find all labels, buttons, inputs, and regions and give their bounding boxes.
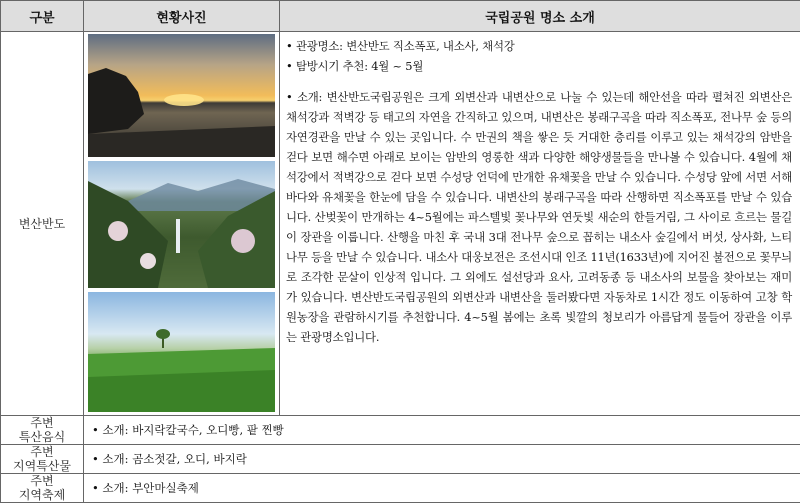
header-introduction: 국립공원 명소 소개 bbox=[280, 1, 800, 32]
bullet-icon: • bbox=[286, 39, 293, 53]
header-category: 구분 bbox=[1, 1, 84, 32]
header-row bbox=[1, 1, 800, 32]
main-row bbox=[1, 32, 800, 416]
description-paragraph: • 소개: 변산반도국립공원은 크게 외변산과 내변산으로 나눌 수 있는데 해안선을 따라 펼쳐진 외변산은 채석강과 적벽강 등 태고의 자연을 간직하고 있으며, 내변산은 봉래구곡을 따라 직소폭포, 전나무 숲 등의 자연경관을 만날 수 있는 곳입니다. 수 만권의 책을 쌓은 듯 거대한 층리를 이루고 있는 채석강의 암반을 걷다 보면 해수면 아래로 보이는 암반의 영롱한 색과 다양한 해양생물들을 만나볼 수 있습니다. 4월에 채석강에서 적벽강으로 걷다 보면 수성당 언덕에 만개한 유채꽃을 만날 수 있습니다. 수성당 앞에 서면 서해바다와 유채꽃을 한눈에 담을 수 있습니다. 내변산의 봉래구곡을 따라 산행하면 직소폭포를 만날 수 있습니다. 산벚꽃이 만개하는 4~5월에는 파스텔빛 꽃나무와 연둣빛 새순의 한들거림, 그 사이로 흐르는 물길이 장관을 이룹니다. 산행을 마친 후 국내 3대 전나무 숲으로 꼽히는 내소사 숲길에서 버섯, 상사화, 느티나무 등을 만날 수 있습니다. 내소사 대웅보전은 조선시대 인조 11년(1633년)에 지어진 불전으로 꽃무늬로 조각한 문살이 인상적 입니다. 그 외에도 설선당과 요사, 고려동종 등 내소사의 보물을 찾아보는 재미가 있습니다. 변산반도국립공원의 외변산과 내변산을 둘러봤다면 자동차로 1시간 정도 이동하여 고창 학원농장을 관람하시기를 추천합니다. 4~5월 봄에는 초록 빛깔의 청보리가 아름답게 물들어 장관을 이루는 관광명소입니다. bbox=[286, 87, 792, 347]
specialty-food-label: 주변 특산음식 bbox=[1, 416, 84, 445]
sunset-photo bbox=[88, 34, 275, 158]
local-festival-label: 주변 지역축제 bbox=[1, 474, 84, 503]
local-products-label: 주변 지역특산물 bbox=[1, 445, 84, 474]
photo-column bbox=[84, 32, 280, 416]
bullet-icon: • bbox=[286, 90, 293, 104]
specialty-food-row bbox=[1, 416, 800, 445]
local-festival-text: • 소개: 부안마실축제 bbox=[84, 474, 800, 503]
intro-line-1: • 관광명소: 변산반도 직소폭포, 내소사, 채석강 bbox=[286, 36, 792, 56]
introduction-cell bbox=[280, 32, 800, 416]
valley-waterfall-photo bbox=[88, 161, 275, 289]
bullet-icon: • bbox=[286, 59, 293, 73]
barley-field-photo bbox=[88, 292, 275, 413]
bullet-icon: • bbox=[92, 423, 99, 437]
bullet-icon: • bbox=[92, 481, 99, 495]
local-products-row bbox=[1, 445, 800, 474]
region-label: 변산반도 bbox=[1, 32, 84, 416]
bullet-icon: • bbox=[92, 452, 99, 466]
local-festival-row bbox=[1, 474, 800, 503]
intro-line-2: • 탐방시기 추천: 4월 ~ 5월 bbox=[286, 56, 792, 76]
specialty-food-text: • 소개: 바지락칼국수, 오디빵, 팥 찐빵 bbox=[84, 416, 800, 445]
header-photos: 현황사진 bbox=[84, 1, 280, 32]
local-products-text: • 소개: 곰소젓갈, 오디, 바지락 bbox=[84, 445, 800, 474]
